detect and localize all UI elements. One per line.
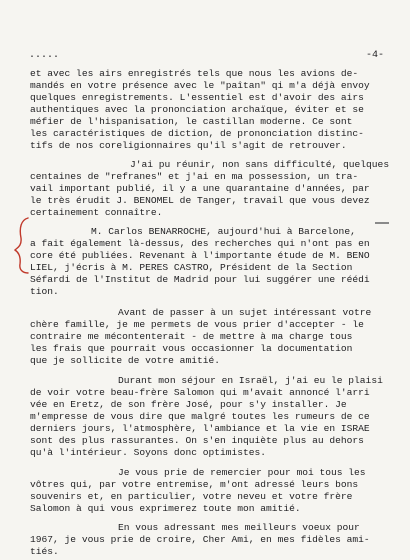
text-line: authentiques avec la prononciation archaïque, éviter et se	[30, 104, 364, 115]
text-line: derniers jours, l'atmosphère, l'ambiance et la vie en ISRAE	[30, 423, 370, 434]
text-line: a fait également là-dessus, des recherches qui n'ont pas en	[30, 238, 370, 249]
text-line: tifs de nos coreligionnaires qu'il s'agit de retrouver.	[30, 140, 347, 151]
text-line: Durant mon séjour en Israël, j'ai eu le plaisi	[118, 375, 383, 386]
paper-mark	[375, 222, 389, 224]
text-line: les frais que pourrait vous occasionner la documentation	[30, 343, 353, 354]
text-line: vail important publié, il y a une quarantaine d'années, par	[30, 183, 370, 194]
text-line: core été publiées. Revenant à l'importante étude de M. BENO	[30, 250, 370, 261]
margin-bracket-mark	[13, 216, 31, 274]
header-dots: .....	[29, 50, 60, 61]
text-line: sont des plus rassurantes. On s'en inquiète plus au dehors	[30, 435, 364, 446]
text-line: Salomon à qui vous exprimerez toute mon amitié.	[30, 503, 301, 514]
text-line: contraire me mécontenterait - de mettre à ma charge tous	[30, 331, 353, 342]
text-line: Je vous prie de remercier pour moi tous les	[118, 467, 366, 478]
text-line: mandés en votre présence avec le "paîtan" qi m'a déjà envoy	[30, 80, 370, 91]
text-line: certainement connaître.	[30, 207, 163, 218]
text-line: m'empresse de vous dire que malgré toutes les rumeurs de ce	[30, 411, 370, 422]
page-number: -4-	[366, 50, 385, 61]
text-line: qu'à l'intérieur. Soyons donc optimistes.	[30, 447, 267, 458]
text-line: centaines de "refranes" et j'ai en ma possession, un tra-	[30, 171, 359, 182]
text-line: vée en Eretz, de son frère José, pour s'y installer. Je	[30, 399, 347, 410]
text-line: vôtres qui, par votre entremise, m'ont adressé leurs bons	[30, 479, 359, 490]
text-line: les caractéristiques de diction, de prononciation distinc-	[30, 128, 364, 139]
text-line: tion.	[30, 286, 59, 297]
text-line: le très érudit J. BENOMEL de Tanger, travail que vous devez	[30, 195, 370, 206]
text-line: que je sollicite de votre amitié.	[30, 355, 220, 366]
text-line: de voir votre beau-frère Salomon qui m'avait annoncé l'arri	[30, 387, 370, 398]
text-line: LIEL, j'écris à M. PERES CASTRO, Président de la Section	[30, 262, 353, 273]
text-line: Avant de passer à un sujet intéressant votre	[118, 307, 372, 318]
text-line: chère famille, je me permets de vous prier d'accepter - le	[30, 319, 364, 330]
text-line: M. Carlos BENARROCHE, aujourd'hui à Barcelone,	[91, 226, 356, 237]
text-line: Séfardi de l'Institut de Madrid pour lui suggérer une réédi	[30, 274, 370, 285]
text-line: quelques enregistrements. L'essentiel est d'avoir des airs	[30, 92, 364, 103]
text-line: J'ai pu réunir, non sans difficulté, quelques	[130, 159, 390, 170]
text-line: et avec les airs enregistrés tels que nous les avions de-	[30, 68, 359, 79]
text-line: 1967, je vous prie de croire, Cher Ami, en mes fidèles ami-	[30, 534, 370, 545]
text-line: En vous adressant mes meilleurs voeux pour	[118, 522, 360, 533]
text-line: méfier de l'hispanisation, le castillan moderne. Ce sont	[30, 116, 353, 127]
text-line: souvenirs et, en particulier, votre neveu et votre frère	[30, 491, 353, 502]
text-line: tiés.	[30, 546, 59, 557]
